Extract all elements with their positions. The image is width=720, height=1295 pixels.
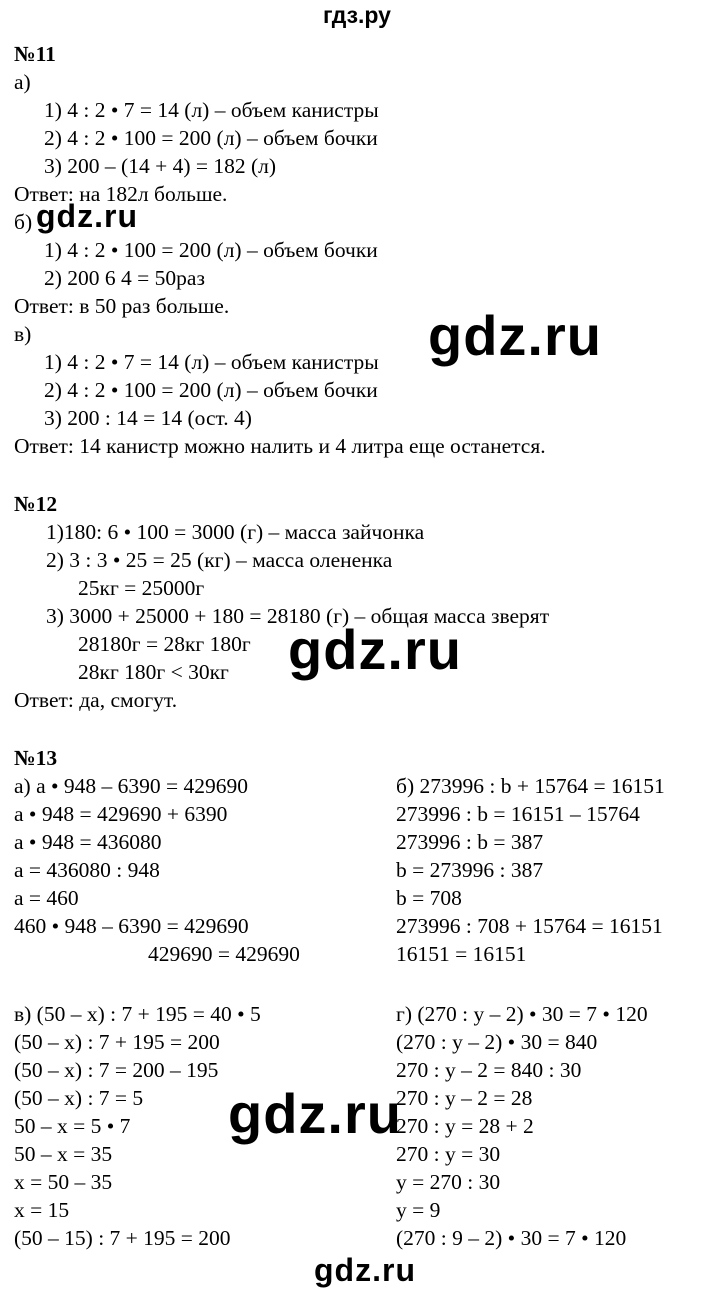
task-13-g-line: 270 : y – 2 = 840 : 30 bbox=[396, 1058, 582, 1082]
task-13-v-line: x = 50 – 35 bbox=[14, 1170, 113, 1194]
task-11-a-step1: 1) 4 : 2 • 7 = 14 (л) – объем канистры bbox=[44, 98, 379, 122]
task-13-a-line: a = 460 bbox=[14, 886, 79, 910]
task-13-v-line: 50 – x = 5 • 7 bbox=[14, 1114, 131, 1138]
task-11-a-label: а) bbox=[14, 70, 31, 94]
task-12-step1: 1)180: 6 • 100 = 3000 (г) – масса зайчонка bbox=[46, 520, 425, 544]
task-12-title: №12 bbox=[14, 492, 58, 516]
task-11-a-step2: 2) 4 : 2 • 100 = 200 (л) – объем бочки bbox=[44, 126, 378, 150]
task-11-v-step1: 1) 4 : 2 • 7 = 14 (л) – объем канистры bbox=[44, 350, 379, 374]
task-11-a-step3: 3) 200 – (14 + 4) = 182 (л) bbox=[44, 154, 277, 178]
task-13-b-line: 273996 : 708 + 15764 = 16151 bbox=[396, 914, 663, 938]
task-13-v-line: (50 – x) : 7 = 200 – 195 bbox=[14, 1058, 219, 1082]
task-11-title: №11 bbox=[14, 42, 56, 66]
task-13-b-line: 273996 : b = 16151 – 15764 bbox=[396, 802, 640, 826]
task-12-answer: Ответ: да, смогут. bbox=[14, 688, 178, 712]
task-13-g-line: (270 : y – 2) • 30 = 840 bbox=[396, 1030, 598, 1054]
watermark-logo: gdz.ru bbox=[288, 618, 462, 681]
task-11-b-label: б) bbox=[14, 210, 33, 234]
task-13-a-line: 460 • 948 – 6390 = 429690 bbox=[14, 914, 249, 938]
watermark-logo: gdz.ru bbox=[228, 1082, 402, 1145]
task-11-v-label: в) bbox=[14, 322, 32, 346]
task-13-a-line: 429690 = 429690 bbox=[148, 942, 300, 966]
task-11-v-step3: 3) 200 : 14 = 14 (ост. 4) bbox=[44, 406, 252, 430]
task-13-g-line: y = 9 bbox=[396, 1198, 441, 1222]
task-13-g-line: (270 : 9 – 2) • 30 = 7 • 120 bbox=[396, 1226, 627, 1250]
task-12-conversion: 25кг = 25000г bbox=[78, 576, 205, 600]
task-11-b-step1: 1) 4 : 2 • 100 = 200 (л) – объем бочки bbox=[44, 238, 378, 262]
watermark-logo: gdz.ru bbox=[36, 198, 138, 234]
task-13-g-line: 270 : y = 28 + 2 bbox=[396, 1114, 534, 1138]
task-12-comparison: 28кг 180г < 30кг bbox=[78, 660, 229, 684]
task-11-b-step2: 2) 200 6 4 = 50раз bbox=[44, 266, 205, 290]
task-11-b-answer: Ответ: в 50 раз больше. bbox=[14, 294, 230, 318]
task-11-a-answer: Ответ: на 182л больше. bbox=[14, 182, 228, 206]
task-12-conversion-2: 28180г = 28кг 180г bbox=[78, 632, 251, 656]
footer-watermark: gdz.ru bbox=[314, 1252, 416, 1288]
task-13-b-line: б) 273996 : b + 15764 = 16151 bbox=[396, 774, 665, 798]
task-12-step2: 2) 3 : 3 • 25 = 25 (кг) – масса олененка bbox=[46, 548, 393, 572]
watermark-logo: gdz.ru bbox=[428, 304, 602, 367]
task-13-b-line: 16151 = 16151 bbox=[396, 942, 527, 966]
task-11-v-step2: 2) 4 : 2 • 100 = 200 (л) – объем бочки bbox=[44, 378, 378, 402]
task-13-a-line: a • 948 = 429690 + 6390 bbox=[14, 802, 228, 826]
task-12-step3: 3) 3000 + 25000 + 180 = 28180 (г) – общая масса зверят bbox=[46, 604, 550, 628]
task-13-v-line: (50 – x) : 7 = 5 bbox=[14, 1086, 144, 1110]
task-13-a-line: a = 436080 : 948 bbox=[14, 858, 160, 882]
task-13-v-line: (50 – 15) : 7 + 195 = 200 bbox=[14, 1226, 231, 1250]
task-13-b-line: b = 273996 : 387 bbox=[396, 858, 544, 882]
task-13-a-line: а) a • 948 – 6390 = 429690 bbox=[14, 774, 249, 798]
task-13-g-line: y = 270 : 30 bbox=[396, 1170, 501, 1194]
task-13-v-line: 50 – x = 35 bbox=[14, 1142, 113, 1166]
task-13-b-line: 273996 : b = 387 bbox=[396, 830, 544, 854]
task-13-v-line: x = 15 bbox=[14, 1198, 70, 1222]
task-13-a-line: a • 948 = 436080 bbox=[14, 830, 162, 854]
task-13-v-line: в) (50 – x) : 7 + 195 = 40 • 5 bbox=[14, 1002, 261, 1026]
task-13-title: №13 bbox=[14, 746, 58, 770]
task-13-g-line: г) (270 : y – 2) • 30 = 7 • 120 bbox=[396, 1002, 648, 1026]
task-13-v-line: (50 – x) : 7 + 195 = 200 bbox=[14, 1030, 220, 1054]
task-13-g-line: 270 : y – 2 = 28 bbox=[396, 1086, 533, 1110]
task-13-b-line: b = 708 bbox=[396, 886, 462, 910]
task-11-v-answer: Ответ: 14 канистр можно налить и 4 литра еще останется. bbox=[14, 434, 546, 458]
task-13-g-line: 270 : y = 30 bbox=[396, 1142, 501, 1166]
site-header: гдз.ру bbox=[323, 2, 391, 28]
